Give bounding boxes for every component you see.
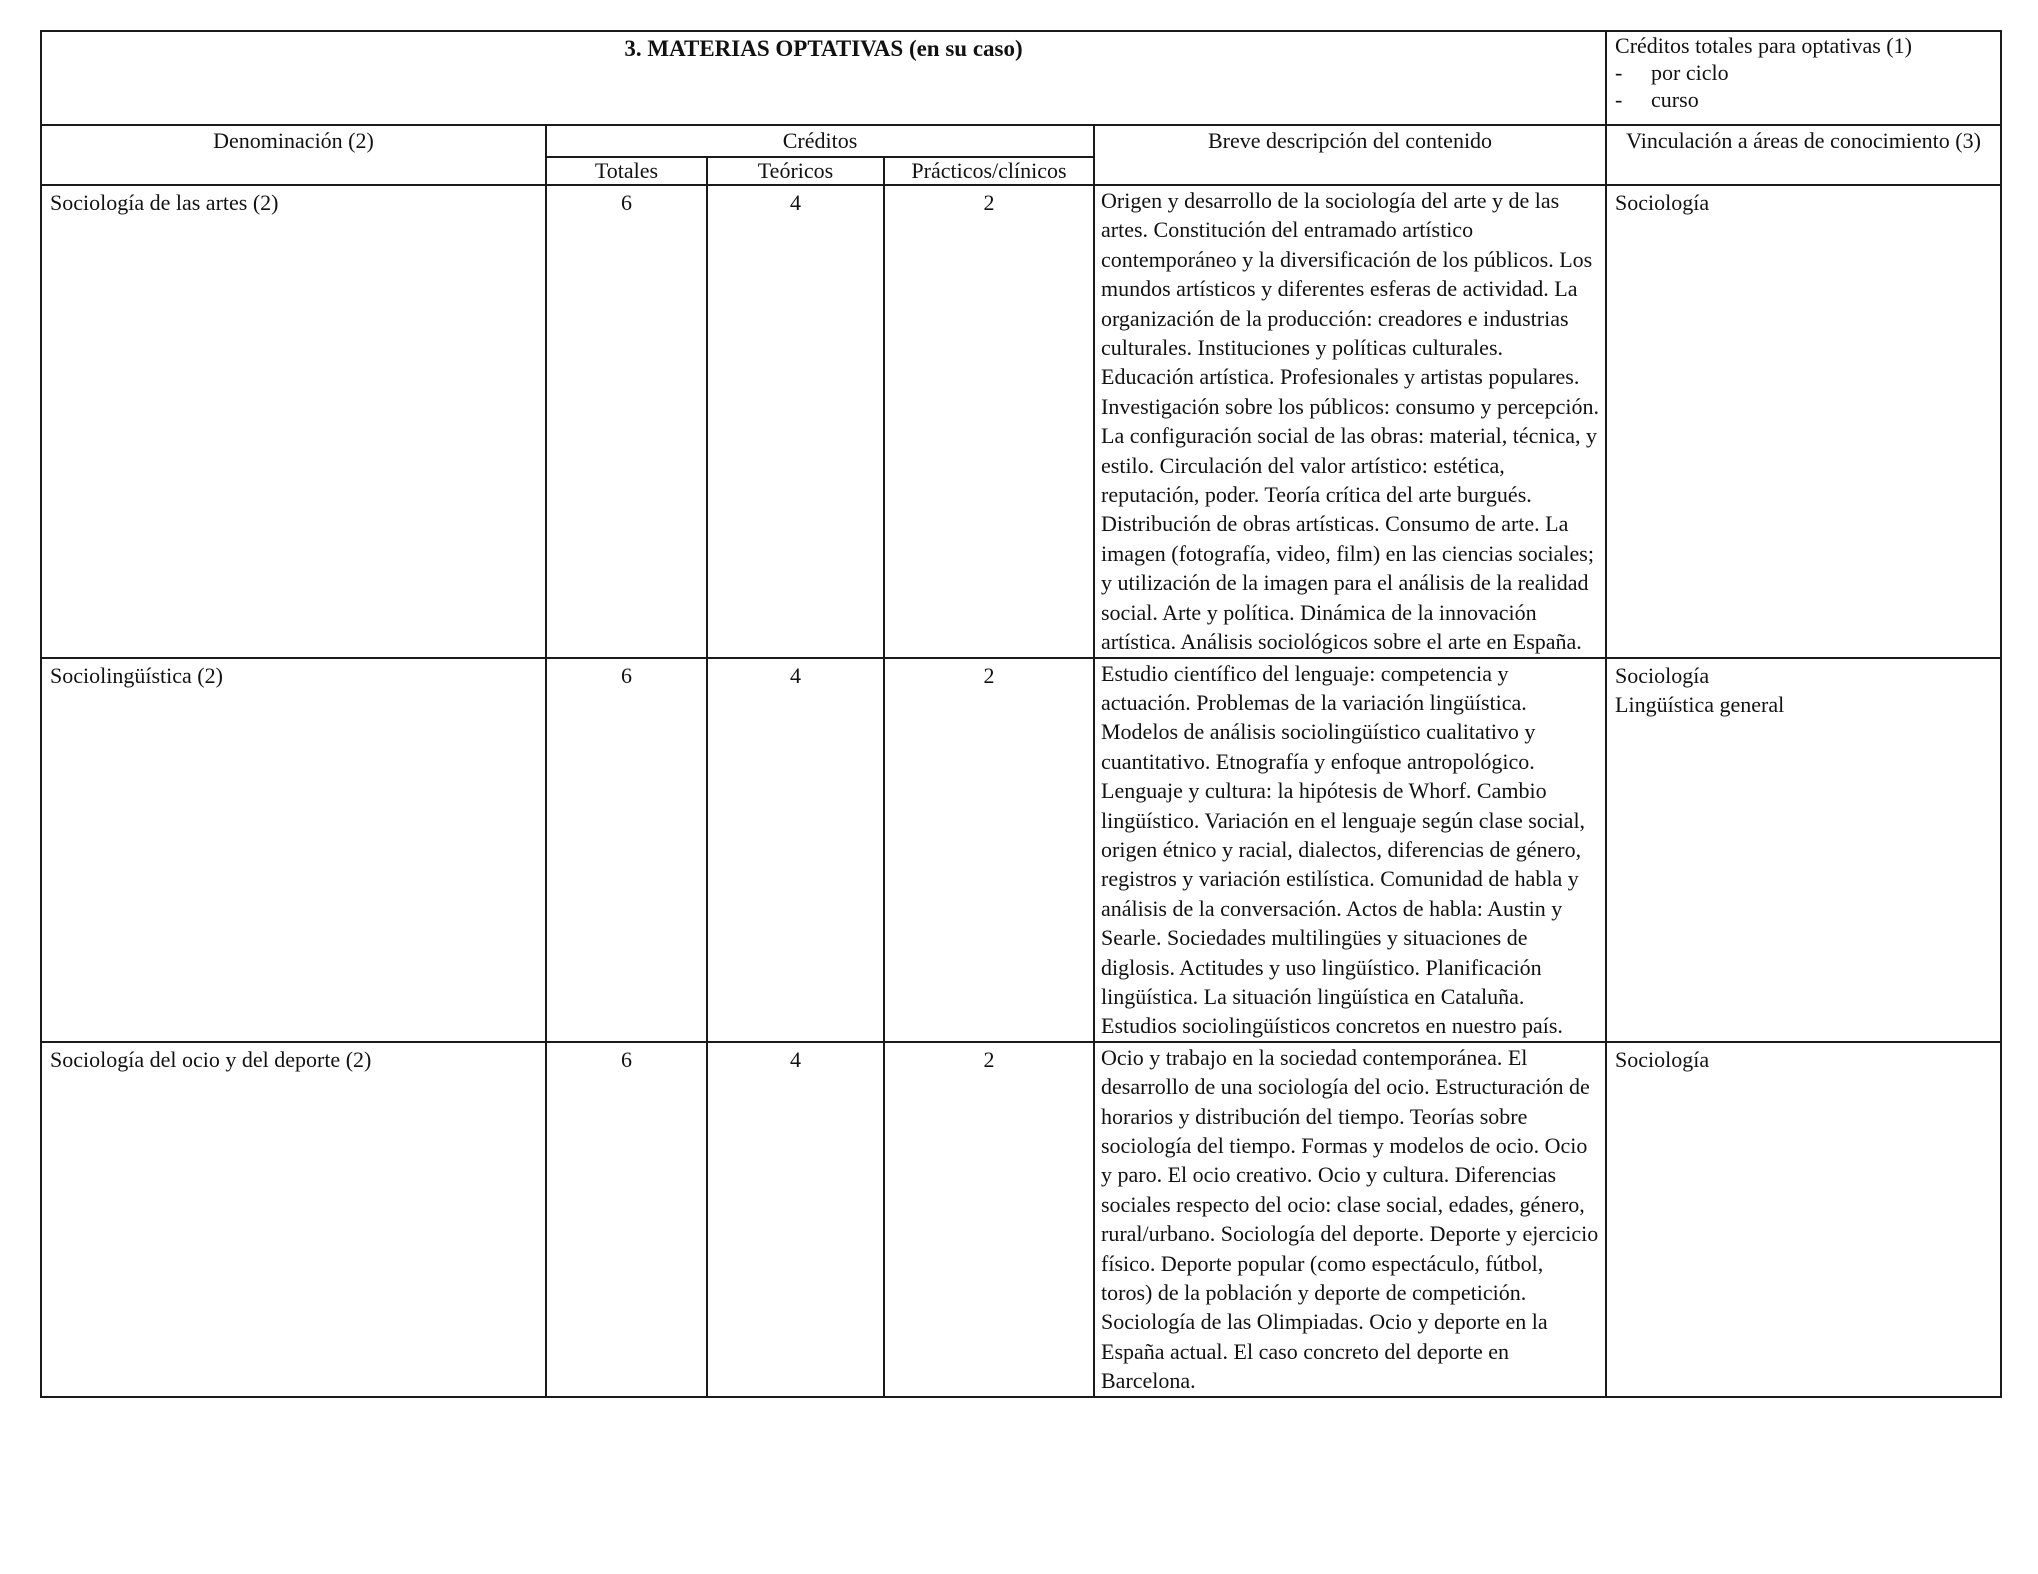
subject-description: Estudio científico del lenguaje: competencia y actuación. Problemas de la variación lingüística. Modelos de análisis sociolingüístico cualitativo y cuantitativo. Etnografía y enfoque antropológico. Lenguaje y cultura: la hipótesis de Whorf. Cambio lingüístico. Variación en el lenguaje según clase social, origen étnico y racial, dialectos, diferencias de género, registros y variación estilística. Comunidad de habla y análisis de la conversación. Actos de habla: Austin y Searle. Sociedades multilingües y situaciones de diglosis. Actitudes y uso lingüístico. Planificación lingüística. La situación lingüística en Cataluña. Estudios sociolingüísticos concretos en nuestro país. bbox=[1094, 658, 1606, 1042]
knowledge-area: Sociología bbox=[1615, 662, 1710, 688]
header-practicos: Prácticos/clínicos bbox=[884, 157, 1094, 185]
credits-totales: 6 bbox=[546, 658, 707, 1042]
table-row bbox=[41, 658, 2001, 1042]
section-title-cell bbox=[41, 31, 1606, 125]
table-row bbox=[41, 1042, 2001, 1397]
header-row bbox=[41, 125, 2001, 157]
totals-label: Créditos totales para optativas (1) bbox=[1615, 33, 1912, 58]
subject-name: Sociolingüística (2) bbox=[41, 658, 546, 1042]
totals-item: - curso bbox=[1615, 87, 1699, 112]
knowledge-area: Lingüística general bbox=[1615, 691, 1785, 717]
credits-teoricos: 4 bbox=[707, 1042, 884, 1397]
header-vinculacion: Vinculación a áreas de conocimiento (3) bbox=[1606, 125, 2001, 185]
section-title: 3. MATERIAS OPTATIVAS (en su caso) bbox=[624, 36, 1023, 61]
knowledge-areas bbox=[1606, 1042, 2001, 1397]
subject-description: Origen y desarrollo de la sociología del arte y de las artes. Constitución del entramado artístico contemporáneo y la diversificación de los públicos. Los mundos artísticos y diferentes esferas de actividad. La organización de la producción: creadores e industrias culturales. Instituciones y políticas culturales. Educación artística. Profesionales y artistas populares. Investigación sobre los públicos: consumo y percepción. La configuración social de las obras: material, técnica, y estilo. Circulación del valor artístico: estética, reputación, poder. Teoría crítica del arte burgués. Distribución de obras artísticas. Consumo de arte. La imagen (fotografía, video, film) en las ciencias sociales; y utilización de la imagen para el análisis de la realidad social. Arte y política. Dinámica de la innovación artística. Análisis sociológicos sobre el arte en España. bbox=[1094, 185, 1606, 658]
optional-subjects-table bbox=[40, 30, 2002, 1398]
header-teoricos: Teóricos bbox=[707, 157, 884, 185]
credits-totales: 6 bbox=[546, 185, 707, 658]
knowledge-area: Sociología bbox=[1615, 1046, 1710, 1072]
credits-practicos: 2 bbox=[884, 658, 1094, 1042]
header-creditos: Créditos bbox=[546, 125, 1094, 157]
header-descripcion: Breve descripción del contenido bbox=[1094, 125, 1606, 185]
subject-name: Sociología del ocio y del deporte (2) bbox=[41, 1042, 546, 1397]
subject-name: Sociología de las artes (2) bbox=[41, 185, 546, 658]
knowledge-areas bbox=[1606, 658, 2001, 1042]
optional-credits-totals-cell bbox=[1606, 31, 2001, 125]
credits-teoricos: 4 bbox=[707, 185, 884, 658]
header-totales: Totales bbox=[546, 157, 707, 185]
credits-practicos: 2 bbox=[884, 185, 1094, 658]
knowledge-area: Sociología bbox=[1615, 190, 1710, 215]
credits-totales: 6 bbox=[546, 1042, 707, 1397]
subject-description: Ocio y trabajo en la sociedad contemporánea. El desarrollo de una sociología del ocio. Estructuración de horarios y distribución del tiempo. Teorías sobre sociología del tiempo. Formas y modelos de ocio. Ocio y paro. El ocio creativo. Ocio y cultura. Diferencias sociales respecto del ocio: clase social, edades, género, rural/urbano. Sociología del deporte. Deporte y ejercicio físico. Deporte popular (como espectáculo, fútbol, toros) de la población y deporte de competición. Sociología de las Olimpiadas. Ocio y deporte en la España actual. El caso concreto del deporte en Barcelona. bbox=[1094, 1042, 1606, 1397]
header-denominacion: Denominación (2) bbox=[41, 125, 546, 185]
totals-item: - por ciclo bbox=[1615, 60, 1729, 85]
document-page bbox=[40, 30, 2000, 1398]
title-row bbox=[41, 31, 2001, 125]
knowledge-areas bbox=[1606, 185, 2001, 658]
credits-teoricos: 4 bbox=[707, 658, 884, 1042]
credits-practicos: 2 bbox=[884, 1042, 1094, 1397]
table-row bbox=[41, 185, 2001, 658]
